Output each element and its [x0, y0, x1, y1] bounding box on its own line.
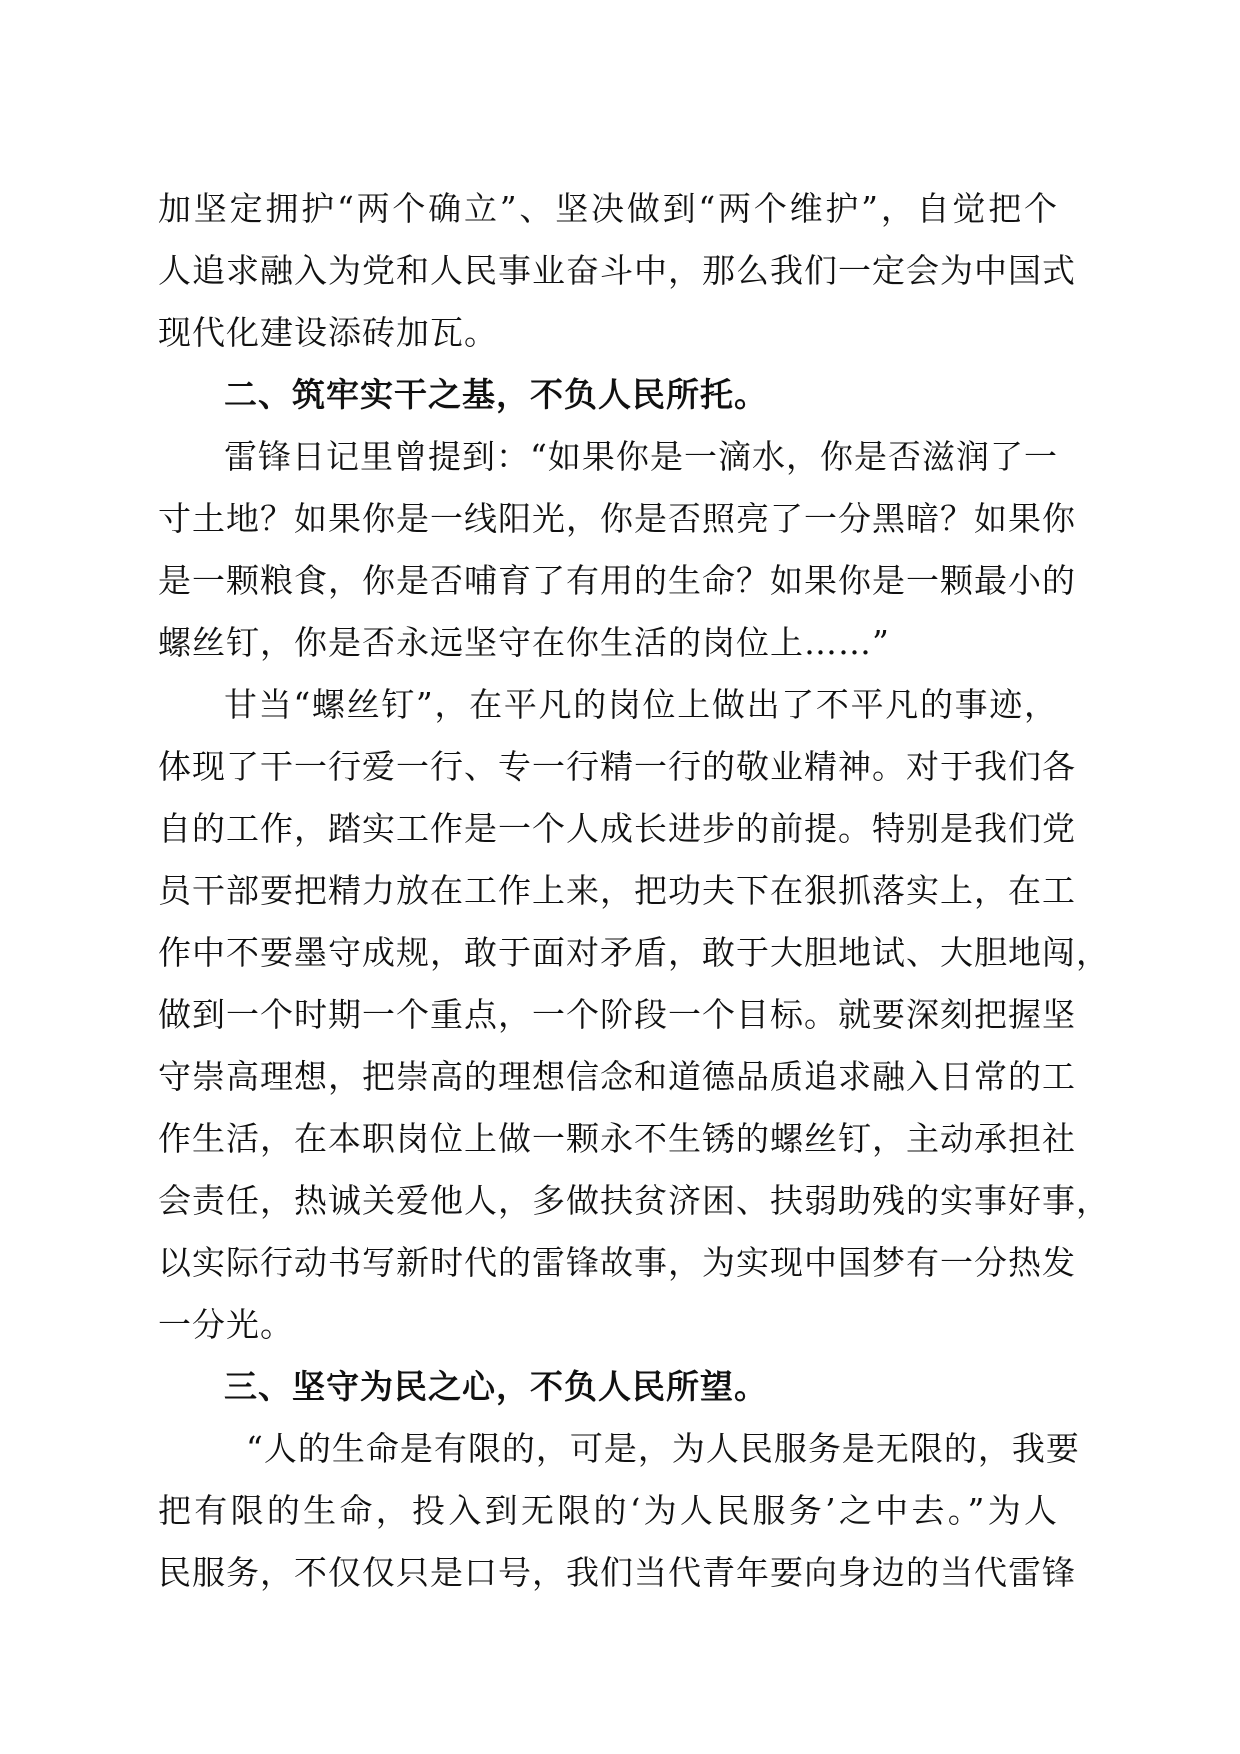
- text-line: 以实际行动书写新时代的雷锋故事，为实现中国梦有一分热发: [158, 1243, 1076, 1282]
- text-line: 寸土地？如果你是一线阳光，你是否照亮了一分黑暗？如果你: [158, 499, 1076, 538]
- document-page: [158, 178, 1110, 1604]
- text-line: 作中不要墨守成规，敢于面对矛盾，敢于大胆地试、大胆地闯，: [158, 933, 1110, 972]
- text-line: 做到一个时期一个重点，一个阶段一个目标。就要深刻把握坚: [158, 995, 1076, 1034]
- text-line: 民服务，不仅仅只是口号，我们当代青年要向身边的当代雷锋: [158, 1553, 1076, 1592]
- text-line: 员干部要把精力放在工作上来，把功夫下在狠抓落实上，在工: [158, 871, 1076, 910]
- text-line: 作生活，在本职岗位上做一颗永不生锈的螺丝钉，主动承担社: [158, 1119, 1076, 1158]
- section-heading: 三、坚守为民之心，不负人民所望。: [224, 1367, 768, 1406]
- text-line: 甘当“螺丝钉”，在平凡的岗位上做出了不平凡的事迹，: [224, 685, 1058, 724]
- text-line: 现代化建设添砖加瓦。: [158, 313, 498, 352]
- text-line: 体现了干一行爱一行、专一行精一行的敬业精神。对于我们各: [158, 747, 1076, 786]
- text-line: “人的生命是有限的，可是，为人民服务是无限的，我要: [246, 1429, 1080, 1468]
- text-line: 把有限的生命，投入到无限的‘为人民服务’之中去。”为人: [158, 1491, 1058, 1530]
- text-line: 是一颗粮食，你是否哺育了有用的生命？如果你是一颗最小的: [158, 561, 1076, 600]
- text-line: 守崇高理想，把崇高的理想信念和道德品质追求融入日常的工: [158, 1057, 1076, 1096]
- text-line: 会责任，热诚关爱他人，多做扶贫济困、扶弱助残的实事好事，: [158, 1181, 1110, 1220]
- text-line: 人追求融入为党和人民事业奋斗中，那么我们一定会为中国式: [158, 251, 1076, 290]
- text-line: 雷锋日记里曾提到：“如果你是一滴水，你是否滋润了一: [224, 437, 1058, 476]
- text-line: 自的工作，踏实工作是一个人成长进步的前提。特别是我们党: [158, 809, 1076, 848]
- section-heading: 二、筑牢实干之基，不负人民所托。: [224, 375, 768, 414]
- text-line: 螺丝钉，你是否永远坚守在你生活的岗位上……”: [158, 623, 890, 662]
- text-line: 一分光。: [158, 1305, 294, 1344]
- text-line: 加坚定拥护“两个确立”、坚决做到“两个维护”，自觉把个: [158, 189, 1058, 228]
